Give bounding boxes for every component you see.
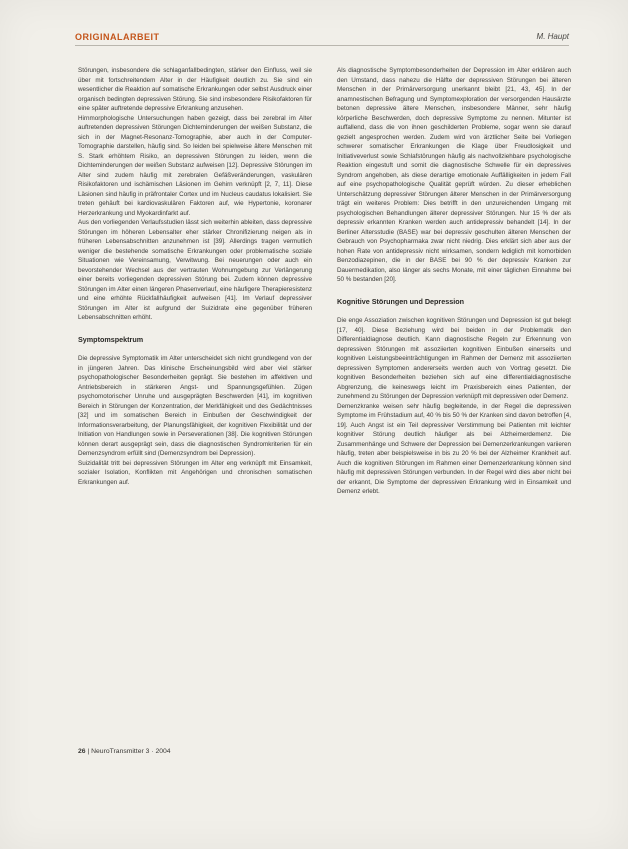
paragraph: Die depressive Symptomatik im Alter unterscheidet sich nicht grundlegend von der in jüngeren Jahren. Das klinische Erscheinungsbild wird aber viel stärker psychopathologischer Besonderheiten geprägt. Sie bestehen im affektiven und Antriebsbereich in stärkeren Angst- und Spannungsgefühlen. Zügen psychomotorischer Unruhe und ausgeprägten Beschwerden [41], im kognitiven Bereich in Störungen der Konzentration, der Merkfähigkeit und des Gedächtnisses [32] und im somatischen Bereich in Einbußen der Geschwindigkeit der Informationsverarbeitung, der Planungsfähigkeit, der kognitiven Flexibilität und der Initiation von Handlungen sowie in Perseverationen [38]. Die kognitiven Störungen können derart ausgeprägt sein, dass die diagnostischen Syndromkriterien für ein Demenzsyndrom erfüllt sind (Demenzsyndrom bei Depression). <box>78 355 312 457</box>
author-name: M. Haupt <box>536 32 569 41</box>
left-column <box>78 66 312 487</box>
journal-issue: NeuroTransmitter 3 · 2004 <box>91 748 171 755</box>
header-divider <box>75 45 569 46</box>
paragraph: Demenzkranke weisen sehr häufig begleitende, in der Regel die depressiven Symptome im Frühstadium auf, 40 % bis 50 % der Kranken sind davon betroffen [4, 19]. Auch Angst ist ein Teil depressiver Verstimmung bei Patienten mit leichter kognitiver Störung deutlich häufiger als bei Alzheimerdemenz. Die Zusammenhänge und Schwere der Depression bei Demenzerkrankungen variieren häufig, treten aber beispielsweise in bis zu 20 % bei der Alzheimer Krankheit auf. Auch die kognitiven Störungen im Rahmen einer Demenzerkrankung können sind häufig mit depressiven Störungen verbunden. In der Regel wird dies aber nicht bei der erkannt, Die Symptome der depressiven Erkrankung wird in Einsamkeit und Demenz erlebt. <box>337 402 571 495</box>
paragraph: Als diagnostische Symptombesonderheiten der Depression im Alter erklären auch den Umstand, dass nahezu die Hälfte der depressiven Störungen bei älteren Menschen in der Primärversorgung unerkannt bleibt [21, 43, 45]. In der anamnestischen Befragung und Symptomexploration der versorgenden Hausärzte betonen depressive ältere Menschen, insbesondere Männer, sehr häufig körperliche Beschwerden, doch depressive Symptome zu nennen. Mitunter ist auffallend, dass die von ihnen geschilderten Probleme, sogar wenn sie darauf gezielt angesprochen werden. Zudem wird von ärztlicher Seite bei Vorliegen schwerer somatischer Erkrankungen die Klage über Freudlosigkeit und Initiativeverlust sowie Schlafstörungen häufig als nachvollziehbare psychologische Reaktion eingestuft und somit die diagnostische Schwelle für ein depressives Syndrom angehoben, als diese derartige emotionale Auffälligkeiten in jedem Fall auf eine psychopathologische Qualität geprüft würden. Zu dieser erheblichen Unterschätzung depressiver Störungen älterer Menschen in der Primärversorgung trägt ein weiteres Problem: Dies betrifft in den unzureichenden Umgang mit psychologischen Behandlungen älterer depressiver Störungen. Nur 15 % der als depressiv erkannten Kranken werden auch antidepressiv behandelt [14]. In der Berliner Altersstudie (BASE) war bei depressiv geschulten älteren Menschen der Gebrauch von Psychopharmaka zwar nicht niedrig. Dies erklärt sich aber aus der hohen Rate von antidepressiv nicht wirksamen, sondern lediglich mit komorbiden Benzodiazepinen, die in der BASE bei 90 % der depressiv Kranken zur Dauermedikation, also länger als sechs Monate, mit einer täglichen Einnahme bei 50 % bestanden [20]. <box>337 67 571 283</box>
page-number: 26 <box>78 748 86 755</box>
footer-separator: | <box>87 748 92 755</box>
paragraph: Die enge Assoziation zwischen kognitiven Störungen und Depression ist gut belegt [17, 40]. Diese Beziehung wird bei beiden in der Problematik den Differentialdiagnose deutlich. Kann diagnostische Regeln zur Erkennung von depressiven Störungen mit assoziierten kognitiven Einbußen einerseits und kognitiven Leistungsbeeinträchtigungen im Rahmen der Demenz mit assoziierten depressiven Symptomen andererseits werden auch von Vortrag gesetzt. Die kognitiven Besonderheiten beziehen sich auf eine differentialdiagnostische Abgrenzung, die keineswegs leicht im Praxisbereich eines Patienten, der zunehmend zu Störungen der Depression verknüpft mit depressiven oder Demenz. <box>337 317 571 400</box>
paragraph: Hirnmorphologische Untersuchungen haben gezeigt, dass bei zerebral im Alter auftretenden depressiven Störungen Dichteminderungen der weißen Substanz, die sich in der Magnet-Resonanz-Tomographie, aber auch in der Computer-Tomographie darstellen, häufig sind. So leiden bei spielweise ältere Menschen mit S. Stark erhöhtem Risiko, an depressiven Störungen zu leiden, wenn die Dichteminderungen der weißen Substanz aufweisen [12]. Depressive Störungen im Alter sind zudem häufig mit zerebralen Gefäßveränderungen, vaskulären Risikofaktoren und ischämischen Läsionen im Gehirn verknüpft [2, 7, 11]. Diese Läsionen sind häufig in präfrontaler Cortex und im Nucleus caudatus lokalisiert. Sie treten gehäuft bei kardiovaskulären Faktoren auf, wie Hypertonie, koronarer Herzerkrankung und Myokardinfarkt auf. <box>78 114 312 217</box>
paragraph: Suizidalität tritt bei depressiven Störungen im Alter eng verknüpft mit Einsamkeit, sozialer Isolation, Konflikten mit Angehörigen und chronischen somatischen Erkrankungen auf. <box>78 459 312 486</box>
page-header <box>75 28 569 50</box>
page-footer <box>78 748 171 755</box>
paragraph: Störungen, insbesondere die schlaganfallbedingten, stärker den Einfluss, weil sie über mit fortschreitendem Alter in der Häufigkeit deutlich zu. Sie sind ein wesentlicher die Reaktion auf somatische Erkrankungen oder selbst Ausdruck einer organisch bedingten depressiven Störung. Sie sind insbesondere Risikofaktoren für eine später auftretende depressive Erkrankung anzusehen. <box>78 67 312 112</box>
rubric-label: ORIGINALARBEIT <box>75 32 160 42</box>
paragraph: Aus den vorliegenden Verlaufsstudien lässt sich weiterhin ableiten, dass depressive Störungen im höheren Lebensalter eher stärker Chronifizierung neigen als in früheren Lebensabschnitten anzunehmen ist [39]. Allerdings tragen vermutlich weniger die bestehende somatische Erkrankungen oder problematische soziale Situationen wie Vereinsamung, Verwitwung. Bei neuerungen oder auch ein bevorstehender Wechsel aus der vertrauten Wohnumgebung zur Verlängerung einer bereits vorliegenden depressiven Störung bei. Zudem können depressive Störungen im Alter einen längeren Phasenverlauf, eine häufigere Therapieresistenz und eine erhöhte Rückfallhäufigkeit aufweisen [41]. Im Verlauf depressiver Störungen im Alter ist aufgrund der Suizidrate eine gegenüber früheren Lebensabschnitten erhöht. <box>78 219 312 321</box>
section-heading: Symptomspektrum <box>78 334 144 344</box>
section-heading: Kognitive Störungen und Depression <box>337 296 464 306</box>
right-column <box>337 66 571 497</box>
